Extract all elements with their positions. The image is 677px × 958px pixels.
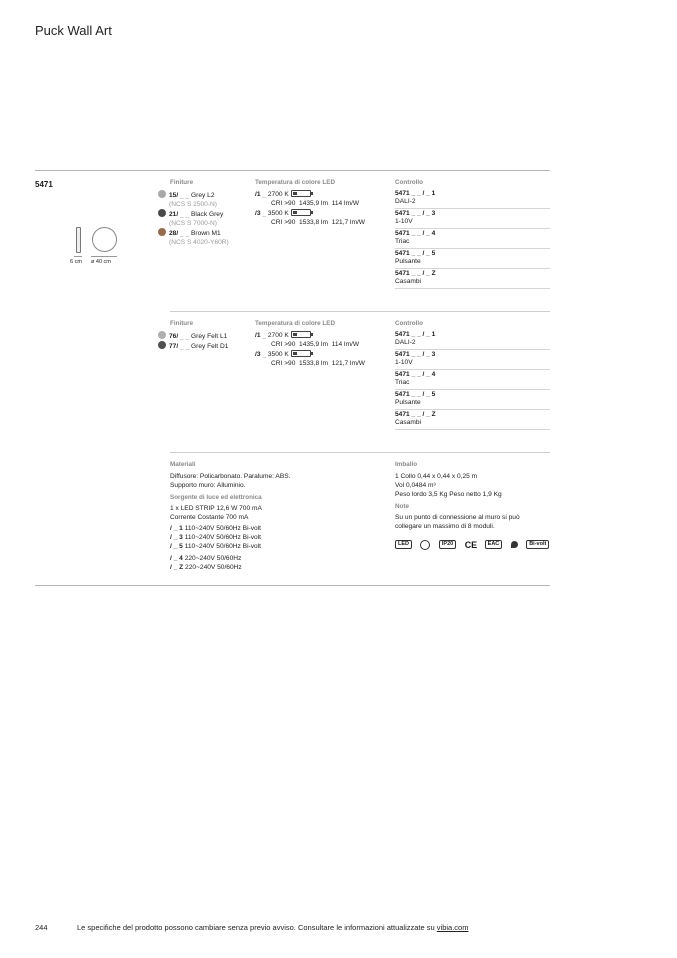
note-line: collegare un massimo di 8 moduli. <box>395 523 495 530</box>
certification-badges <box>395 536 553 554</box>
control-item: 5471 _ _ / _ 4 Triac <box>395 370 550 390</box>
temperature-label: Temperatura di colore LED <box>255 320 336 327</box>
materials-line: Supporto muro: Alluminio. <box>170 482 246 489</box>
top-divider <box>35 170 550 171</box>
voltage-item: / _ Z 220~240V 50/60Hz <box>170 564 242 571</box>
color-swatch <box>158 331 166 339</box>
control-item: 5471 _ _ / _ 3 1-10V <box>395 350 550 370</box>
temperature-list <box>255 331 365 368</box>
diameter-dimension: ø 40 cm <box>91 259 111 265</box>
control-item: 5471 _ _ / _ 4 Triac <box>395 229 550 249</box>
control-item: 5471 _ _ / _ 5 Pulsante <box>395 390 550 410</box>
temp-spec: CRI >90 1533,8 lm 121,7 lm/W <box>271 219 366 226</box>
source-label: Sorgente di luce ed elettronica <box>170 494 262 501</box>
led-badge: LED <box>395 540 412 549</box>
packaging-label: Imballo <box>395 461 418 468</box>
footer-disclaimer: Le specifiche del prodotto possono cambiare senza previo avviso. Consultare le informazioni attualizzate su <box>77 923 435 932</box>
control-item: 5471 _ _ / _ Z Casambi <box>395 269 550 289</box>
color-swatch <box>158 228 166 236</box>
source-line: 1 x LED STRIP 12,6 W 700 mA <box>170 505 262 512</box>
dimension-line-diameter <box>91 256 117 257</box>
control-item: 5471 _ _ / _ Z Casambi <box>395 410 550 430</box>
finish-item: 15/ _ _ Grey L2 <box>158 190 229 200</box>
voltage-item: / _ 1 110~240V 50/60Hz Bi-volt <box>170 525 261 532</box>
materials-label: Materiali <box>170 461 196 468</box>
battery-icon <box>291 350 311 357</box>
page-title: Puck Wall Art <box>35 23 112 38</box>
battery-icon <box>291 209 311 216</box>
voltage-item: / _ 5 110~240V 50/60Hz Bi-volt <box>170 543 261 550</box>
finish-item: 76/ _ _ Grey Felt L1 <box>158 331 228 341</box>
note-line: Su un punto di connessione al muro si può <box>395 514 520 521</box>
ce-mark: CE <box>464 539 478 550</box>
bottom-divider <box>35 585 550 586</box>
packaging-line: Peso lordo 3,5 Kg Peso netto 1,9 Kg <box>395 491 502 498</box>
color-swatch <box>158 190 166 198</box>
bivolt-badge: Bi-volt <box>526 540 549 549</box>
note-label: Note <box>395 503 409 510</box>
temp-item: /3 _ 3500 K <box>255 350 365 359</box>
ncs-code: (NCS S 7000-N) <box>169 220 218 227</box>
battery-icon <box>291 331 311 338</box>
temperature-label: Temperatura di colore LED <box>255 179 336 186</box>
control-list <box>395 330 550 430</box>
finish-item: 77/ _ _ Grey Felt D1 <box>158 341 228 351</box>
temperature-list <box>255 190 365 227</box>
product-code: 5471 <box>35 180 53 189</box>
voltage-item: / _ 3 110~240V 50/60Hz Bi-volt <box>170 534 261 541</box>
temp-spec: CRI >90 1435,9 lm 114 lm/W <box>271 341 360 348</box>
control-list <box>395 189 550 289</box>
finish-item: 21/ _ _ Black Grey <box>158 209 229 219</box>
color-swatch <box>158 341 166 349</box>
ip-badge: IP20 <box>439 540 456 549</box>
source-line: Corrente Costante 700 mA <box>170 514 249 521</box>
section-divider <box>170 311 550 312</box>
control-item: 5471 _ _ / _ 5 Pulsante <box>395 249 550 269</box>
depth-dimension: 6 cm <box>70 259 82 265</box>
voltage-list <box>170 524 290 572</box>
ncs-code: (NCS S 4020-Y60R) <box>169 239 229 246</box>
finishes-list <box>158 331 228 351</box>
temp-item: /1 _ 2700 K <box>255 331 365 340</box>
section-divider <box>170 452 550 453</box>
battery-icon <box>291 190 311 197</box>
voltage-item: / _ 4 220~240V 50/60Hz <box>170 555 242 562</box>
control-item: 5471 _ _ / _ 1 DALI-2 <box>395 330 550 350</box>
ncs-code: (NCS S 2500-N) <box>169 201 218 208</box>
product-drawing <box>60 222 130 272</box>
temp-item: /1 _ 2700 K <box>255 190 365 199</box>
finish-item: 28/ _ _ Brown M1 <box>158 228 229 238</box>
temp-spec: CRI >90 1435,9 lm 114 lm/W <box>271 200 360 207</box>
color-swatch <box>158 209 166 217</box>
front-view-icon <box>92 227 117 252</box>
dimension-line-depth <box>74 256 82 257</box>
packaging-block <box>395 472 553 554</box>
footer-text <box>77 923 468 932</box>
control-label: Controllo <box>395 320 423 327</box>
materials-block <box>170 472 290 572</box>
packaging-line: Vol 0,0484 m³ <box>395 482 436 489</box>
finishes-label: Finiture <box>170 179 194 186</box>
finishes-label: Finiture <box>170 320 194 327</box>
page-number: 244 <box>35 923 48 932</box>
class-icon <box>420 540 430 550</box>
finishes-list <box>158 190 229 247</box>
control-item: 5471 _ _ / _ 1 DALI-2 <box>395 189 550 209</box>
temp-spec: CRI >90 1533,8 lm 121,7 lm/W <box>271 360 366 367</box>
side-view-icon <box>76 227 81 253</box>
temp-item: /3 _ 3500 K <box>255 209 365 218</box>
packaging-line: 1 Collo 0,44 x 0,44 x 0,25 m <box>395 473 478 480</box>
vibia-link[interactable]: vibia.com <box>436 923 469 932</box>
certification-icon <box>511 541 518 548</box>
control-label: Controllo <box>395 179 423 186</box>
eac-badge: EAC <box>485 540 503 549</box>
control-item: 5471 _ _ / _ 3 1-10V <box>395 209 550 229</box>
materials-line: Diffusore: Policarbonato. Paralume: ABS. <box>170 473 291 480</box>
